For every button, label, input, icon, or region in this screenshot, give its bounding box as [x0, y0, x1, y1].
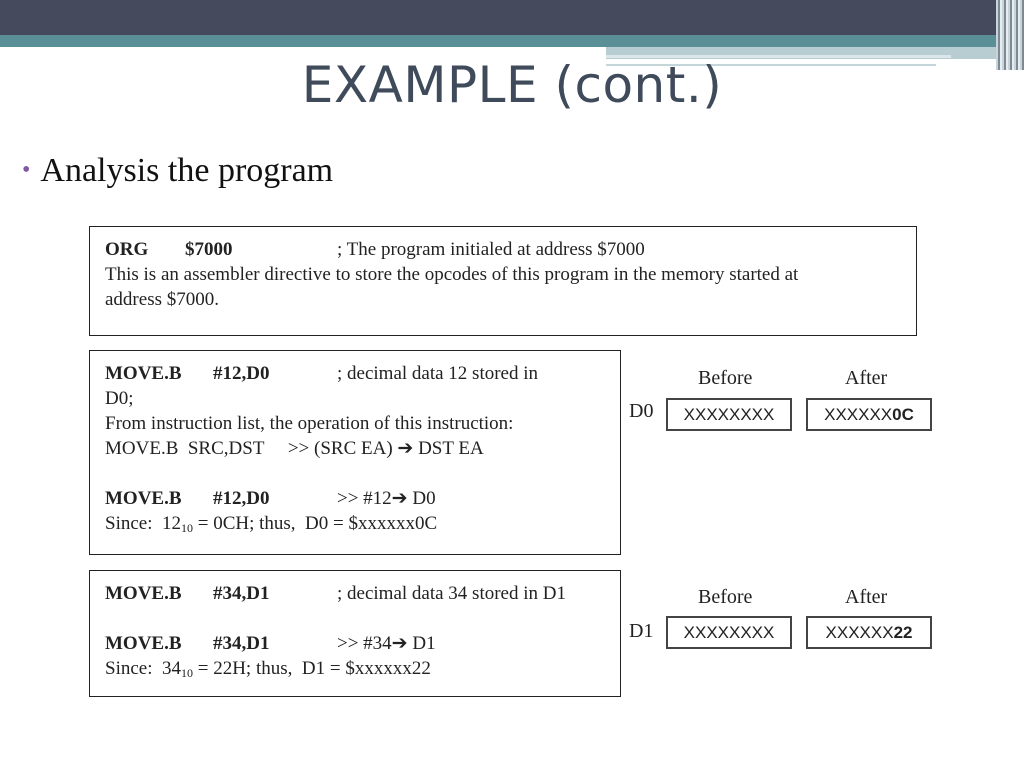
register-name: D0 — [629, 400, 654, 422]
move-d0-box — [89, 350, 621, 555]
since-text: Since: 34 — [105, 658, 181, 679]
header-band-dark — [0, 0, 1024, 35]
org-box — [89, 226, 917, 336]
register-before-value: XXXXXXXX — [666, 616, 792, 649]
before-label: Before — [698, 586, 753, 608]
register-before-value: XXXXXXXX — [666, 398, 792, 431]
comment: ; The program initialed at address $7000 — [337, 239, 645, 260]
instruction-line — [105, 581, 620, 606]
opcode: ORG — [105, 239, 149, 260]
after-label: After — [845, 586, 888, 608]
comment: ; decimal data 12 stored in — [337, 363, 539, 384]
description-line: This is an assembler directive to store the opcodes of this program in the memory started at — [105, 264, 799, 285]
comment-continued: D0; — [105, 388, 134, 409]
result: >> #34➔ D1 — [337, 633, 436, 654]
org-line — [105, 237, 916, 262]
operand: $7000 — [185, 239, 233, 260]
blank-line — [105, 461, 620, 486]
bullet-text: Analysis the program — [40, 152, 334, 189]
operand: #34,D1 — [213, 583, 270, 604]
after-label: After — [845, 367, 888, 389]
operand: #34,D1 — [213, 633, 270, 654]
comment: ; decimal data 34 stored in D1 — [337, 583, 566, 604]
instruction-line — [105, 486, 620, 511]
register-after-value — [806, 616, 932, 649]
after-suffix: 22 — [893, 623, 913, 642]
after-prefix: XXXXXX — [825, 623, 894, 642]
base-subscript: 10 — [181, 666, 193, 680]
description-line: address $7000. — [105, 289, 219, 310]
opcode: MOVE.B — [105, 488, 182, 509]
explanation-line: From instruction list, the operation of this instruction: — [105, 413, 514, 434]
operation-line: MOVE.B SRC,DST >> (SRC EA) ➔ DST EA — [105, 438, 484, 459]
result: >> #12➔ D0 — [337, 488, 436, 509]
instruction-line — [105, 361, 620, 386]
header-band-teal — [0, 35, 1024, 47]
since-text: = 22H; thus, D1 = $xxxxxx22 — [193, 658, 431, 679]
move-d1-box — [89, 570, 621, 697]
since-text: Since: 12 — [105, 513, 181, 534]
slide-title: EXAMPLE (cont.) — [301, 56, 723, 114]
register-after-value — [806, 398, 932, 431]
register-name: D1 — [629, 620, 654, 642]
opcode: MOVE.B — [105, 583, 182, 604]
since-text: = 0CH; thus, D0 = $xxxxxx0C — [193, 513, 438, 534]
before-label: Before — [698, 367, 753, 389]
base-subscript: 10 — [181, 521, 193, 535]
opcode: MOVE.B — [105, 363, 182, 384]
operand: #12,D0 — [213, 488, 270, 509]
operand: #12,D0 — [213, 363, 270, 384]
blank-line — [105, 606, 620, 631]
after-suffix: 0C — [892, 405, 914, 424]
instruction-line — [105, 631, 620, 656]
bullet-item — [22, 152, 333, 190]
after-prefix: XXXXXX — [824, 405, 893, 424]
bullet-dot-icon: • — [22, 157, 31, 183]
since-line — [105, 656, 620, 686]
since-line — [105, 511, 620, 541]
opcode: MOVE.B — [105, 633, 182, 654]
